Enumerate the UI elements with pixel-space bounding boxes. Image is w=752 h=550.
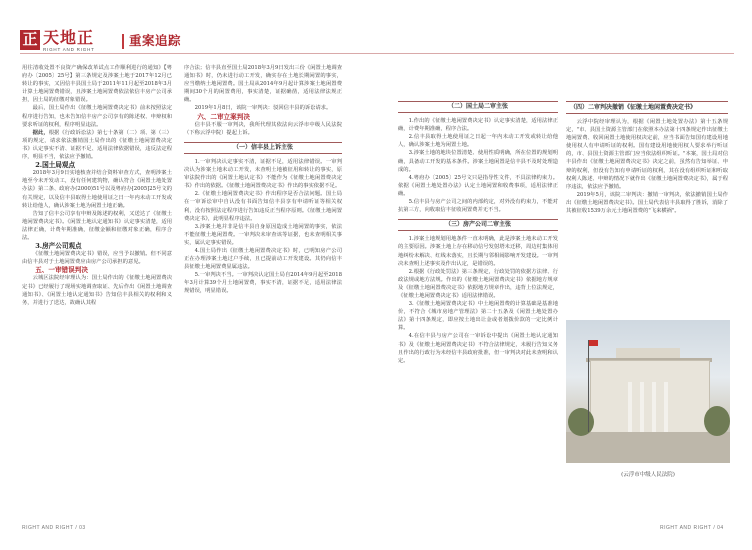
paragraph: 2.《征缴土地闲置费决定书》作出程序是否合法问题。国土局在一审诉讼审中自认没有书面告知信丰县享有申请听证等相关权利，没有按照法定程序进行告知违反正当程序原则。《征缴土地闲置费决定书》，此明显程序违法。 <box>184 191 342 222</box>
paragraph: 1.作出的《征缴土地闲置费决定书》认定事实清楚，适用法律正确，计费年期准确，程序合法。 <box>398 118 558 133</box>
paragraph: 4.在信丰县与房产公司在一审诉讼中提出《闲置土地认定通知书》及《征缴土地闲置费决定书》不符合法律规定，未履行告知义务且作出的行政行为未经信丰县政府批准，但一审判决对此未查明和认定。 <box>398 333 558 364</box>
section-heading: 五、一审错误判决 <box>35 266 88 275</box>
paragraph: 2.信丰县取得土地使用证之日起一年内未动工开发或转让给他人，确认涉案土地为闲置土地。 <box>398 134 558 149</box>
boxed-subheading: （二）国土局二审主张 <box>398 101 558 113</box>
building-body <box>590 360 710 434</box>
column-2 <box>184 64 342 296</box>
photo-caption: (云浮市中级人民法院) <box>621 472 675 478</box>
paragraph: 序合法；信丰县直至国土局2018年3月9日发出三份《闲置土地调查通知书》时，仍未进行动工开发，确实存在土地长期闲置的事实，应当缴纳土地闲置费。国土局从2014年9月起计算涉案土地闲置费期间30个月的闲置费用，事实清楚，证据确凿，适用法律法规正确。 <box>184 65 342 104</box>
flag-icon <box>589 340 598 346</box>
logo-mark-icon: 正 <box>20 30 40 50</box>
paragraph: 《征缴土地闲置费决定书》错误，应当予以撤销。但不同意由信丰县对于土地闲置费应由房产公司承担的意见。 <box>22 251 172 266</box>
brand-name-en: RIGHT AND RIGHT <box>43 47 95 52</box>
section-title: 重案追踪 <box>129 33 182 48</box>
header-rule <box>20 53 734 54</box>
page-header <box>0 0 752 52</box>
paragraph: 5.信丰县与房产公司之间的内部约定，对外没有约束力，不能对抗第三方，向收取信丰征收闲置费并无不当。 <box>398 199 558 214</box>
paragraph <box>22 129 172 161</box>
building-pillar <box>652 382 656 432</box>
section-heading: 六、二审立案判决 <box>197 112 250 121</box>
paragraph-body: 根据《行政诉讼法》第七十条第（二）项、第（三）项的规定，请求依法撤销国土局作出的《征缴土地闲置费决定书》认定事实不清、证据不足、适用法律依据错误，违反法定程序，明显不当，依法应予撤销。 <box>22 129 172 161</box>
paragraph: 3.涉案土地的地块位置清楚、使用性质明确，所在位置的规划明确，具备动工开发的基本条件。涉案土地闲置是信丰县不及时处理造成的。 <box>398 150 558 173</box>
paragraph: 2.根据《行政处罚法》第三条规定，行政处罚的依据方法律、行政法规或地方法规。作出的《征缴土地闲置费决定书》依据地方规章及《征缴土地闲置费决定书》依据地方规章作出，违背上位法规定，《征缴土地闲置费决定书》适用法律错误。 <box>398 268 558 299</box>
paragraph: 用往清收处置不良资产确保改革试点工作顺利进行的通知》【粤府办〔2005〕25号】第三条规定及涉案土地于2017年12月已转让的事实，又因信丰县国土局于2011年11月起至2018年3月计算土地闲置费错误，且涉案土地闲置费依法依信丰房产公司承担，因土局的征缴对象错误。 <box>22 65 172 104</box>
building-pillar <box>640 382 644 432</box>
paragraph: 云浮中院经审理认为，根据《闲置土地处置办法》第十五条规定，"市、县国土资源主管部门在依照本办法第十四条规定作出征缴土地闲置费、收回闲置土地使用权决定前，应当书面告知国有建设用地使用权人有申请听证的权利。国有建设用地使用权人要求举行听证的，市、县国土资源主管部门应当依法组织听证。"本案，国土局对信丰县作出《征缴土地闲置费决定书》决定之前，虽然有告知举证、申辩的权利，但没有告知有申请听证的权利，其在没有组织听证和听取权利人陈述、申辩的情况下就作出《征缴土地闲置费决定书》，属于程序违法，依法应予撤销。 <box>566 119 728 190</box>
paragraph: 1.涉案土地规划用地条件一直未明确，此是涉案土地未动工开发的主要原因。涉案土地上存在移动信号发射塔未迁移，周边村集体用地纠纷未解决、红线未落实，且长期与邻相闹影响开发建设。一审判决未查明上述事实及作出认定，是错误的。 <box>398 236 558 267</box>
footer-right: RIGHT AND RIGHT / 04 <box>660 525 724 531</box>
paragraph: 3.涉案土地并非是信丰县自身原因造成土地闲置的事实，依法不能征缴土地闲置费。一审判决未审查该等证据，也未查明相关事实，属认定事实错误。 <box>184 223 342 246</box>
tree <box>704 406 730 436</box>
paragraph: 2019年5月，该院二审判决：撤销一审判决，依法撤销国土局作出《征缴土地闲置费决定书》。国土局代表信丰县取得了胜诉，消除了其被征收1539万余元土地闲置费的"飞来横祸"。 <box>566 191 728 215</box>
subheading: 2.国土局观点 <box>35 161 76 170</box>
paragraph: 3.《征缴土地闲置费决定书》中土地闲置费的计算基础是基准地价，不符合《城市房地产管理法》第二十五条及《闲置土地处置办法》第十四条规定，即应按土地出让金或者划拨价款的一定比例计算。 <box>398 301 558 332</box>
paragraph: 4.粤府办〔2005〕25号文只是指导性文件，不具法律约束力。依据《闲置土地处置办法》认定土地闲置和收费事项，适用法律正确。 <box>398 174 558 197</box>
brand-name-cn: 天地正 <box>43 28 95 47</box>
building-pillar <box>664 382 668 432</box>
paragraph: 云城区法院经审理认为：国土局作出的《征缴土地闲置费决定书》已经履行了现场实地调查取证、先后作出《闲置土地调查通知书》、《闲置土地认定通知书》告知信丰县相关的权利和义务，并进行了送达，故确认其程 <box>22 275 172 306</box>
emphasis-text: 据此， <box>32 129 49 136</box>
plaza-ground <box>566 432 730 463</box>
subheading: 3.房产公司观点 <box>35 242 82 251</box>
boxed-subheading: （一）信丰县上诉主张 <box>184 142 342 154</box>
paragraph: 告知了信丰公司享有申辩及陈述的权利，又送达了《征缴土地闲置费决定书》。《闲置土地认定通知书》认定事实清楚，适用法律正确，计费年期准确，征缴金额和征缴对象正确，程序合法。 <box>22 210 172 241</box>
boxed-subheading: （四）二审判决撤销《征缴土地闲置费决定书》 <box>566 101 728 114</box>
brand-logo <box>20 30 95 52</box>
paragraph: 1.一审判决认定事实不清，证据不足，适用法律错误。一审判决认为涉案土地未动工开发，未查明土地被征用和转让的事实，原审法院作出的《闲置土地认定书》不能作为《征缴土地闲置费决定书》作出的依据。《征缴土地闲置费决定书》作出的事实依据不足。 <box>184 158 342 190</box>
building-pillar <box>628 382 632 432</box>
footer-left: RIGHT AND RIGHT / 03 <box>22 525 86 531</box>
column-4 <box>566 96 728 215</box>
paragraph: 信丰县不服一审判决，我所代理其依法向云浮市中级人民法院（下称云浮中院）提起上诉。 <box>184 121 342 136</box>
flag-pole <box>588 340 589 432</box>
tree <box>568 408 594 436</box>
paragraph: 5.一审判决不当。一审判决认定国土局自2014年9月起至2018年3月计算39个月土地闲置费，事实不清，证据不足，适用法律法规错误，明显错误。 <box>184 272 342 295</box>
paragraph: 2019年1月8日，该院一审判决：驳回信丰县的诉讼请求。 <box>194 105 332 112</box>
paragraph: 最后，国土局作出《征缴土地闲置费决定书》前未按照法定程序进行告知，也未告知信丰房产公司享有的陈述权、申辩权和要求听证的权利，程序明显违法。 <box>22 105 172 128</box>
column-1 <box>22 64 172 307</box>
column-3 <box>398 96 558 365</box>
boxed-subheading: （三）房产公司二审主张 <box>398 219 558 231</box>
paragraph: 2018年3月9日实地核查并结合资料审查方式，查明涉案土地至今未开发动工，没有任何建筑物，确认符合《闲置土地处置办法》第二条、政府办(2000)51号以及粤府办[2005]25号文的有关规定，以及信丰县取得土地使用证之日一年内未动工开发或转让给他人，确认涉案土地为闲置土地正确。 <box>22 170 172 209</box>
court-building-photo <box>566 320 730 463</box>
paragraph: 4.国土局作出《征缴土地闲置费决定书》时，已明知房产公司正在办理涉案土地过户手续，且已提前动工开发建设。其仍向信丰县征缴土地闲置费显属违法。 <box>184 247 342 271</box>
header-separator <box>122 34 124 49</box>
logo-text <box>43 30 95 52</box>
